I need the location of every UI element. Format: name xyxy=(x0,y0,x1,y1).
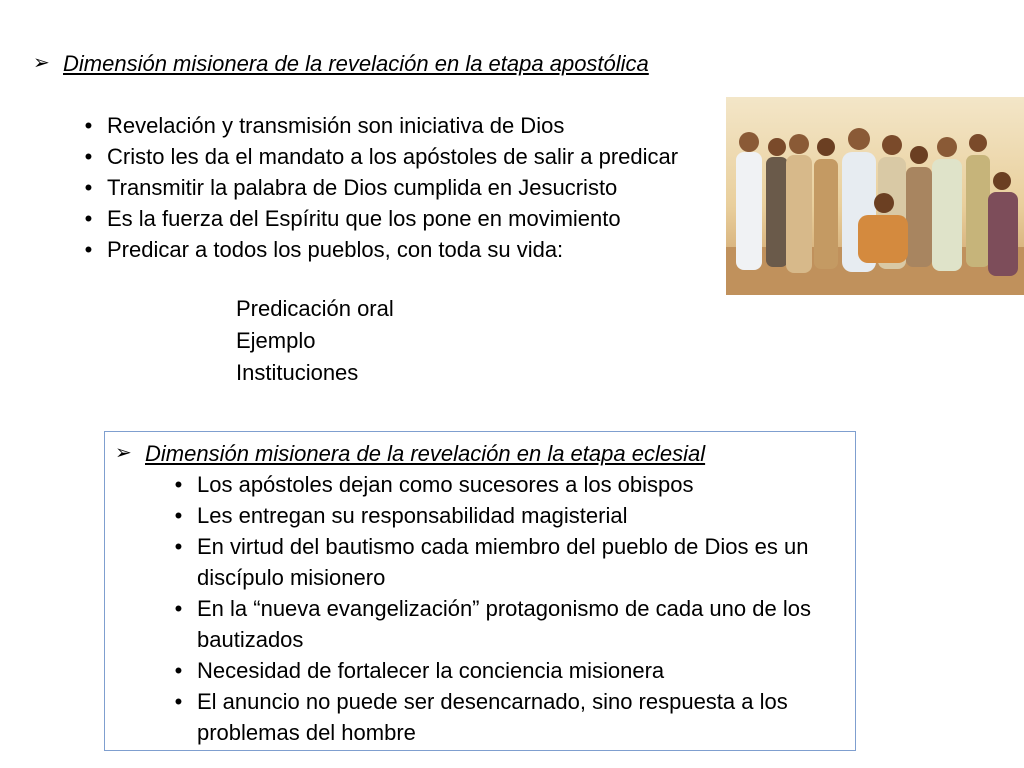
list-item: • El anuncio no puede ser desencarnado, sino respuesta a los problemas del hombre xyxy=(160,686,850,748)
section2-heading: Dimensión misionera de la revelación en la etapa eclesial xyxy=(145,441,706,466)
section1-heading: Dimensión misionera de la revelación en la etapa apostólica xyxy=(63,51,649,76)
section2-box xyxy=(104,431,856,751)
list-item: • En la “nueva evangelización” protagonismo de cada uno de los bautizados xyxy=(160,593,850,655)
bullet-dot-icon: • xyxy=(84,144,93,169)
bullet-dot-icon: • xyxy=(174,658,183,683)
list-item: • Predicar a todos los pueblos, con toda su vida: xyxy=(70,234,730,265)
list-item: • Revelación y transmisión son iniciativa de Dios xyxy=(70,110,730,141)
bullet-dot-icon: • xyxy=(84,206,93,231)
bullet-dot-icon: • xyxy=(174,472,183,497)
bullet-dot-icon: • xyxy=(174,596,183,621)
bullet-dot-icon: • xyxy=(84,237,93,262)
section2-heading-row xyxy=(115,438,845,469)
list-item: • Les entregan su responsabilidad magisterial xyxy=(160,500,850,531)
arrow-bullet-icon: ➢ xyxy=(115,442,132,464)
list-item: • Cristo les da el mandato a los apóstoles de salir a predicar xyxy=(70,141,680,172)
list-item: • Los apóstoles dejan como sucesores a los obispos xyxy=(160,469,850,500)
list-item: • Es la fuerza del Espíritu que los pone en movimiento xyxy=(70,203,730,234)
section1-sublist xyxy=(236,293,394,389)
bullet-dot-icon: • xyxy=(174,503,183,528)
apostles-illustration xyxy=(726,97,1024,295)
bullet-dot-icon: • xyxy=(84,113,93,138)
arrow-bullet-icon: ➢ xyxy=(33,52,50,74)
list-item: • Transmitir la palabra de Dios cumplida en Jesucristo xyxy=(70,172,730,203)
section1-heading-row xyxy=(33,48,673,79)
bullet-dot-icon: • xyxy=(84,175,93,200)
list-item: • En virtud del bautismo cada miembro del pueblo de Dios es un discípulo misionero xyxy=(160,531,850,593)
bullet-dot-icon: • xyxy=(174,534,183,559)
sublist-item: Ejemplo xyxy=(236,328,316,353)
bullet-dot-icon: • xyxy=(174,689,183,714)
sublist-item: Predicación oral xyxy=(236,296,394,321)
section1-bullet-list xyxy=(70,110,730,265)
list-item: • Necesidad de fortalecer la conciencia misionera xyxy=(160,655,850,686)
sublist-item: Instituciones xyxy=(236,360,359,385)
section2-bullet-list xyxy=(160,469,850,748)
apostles-illustration-icon xyxy=(726,97,1024,295)
